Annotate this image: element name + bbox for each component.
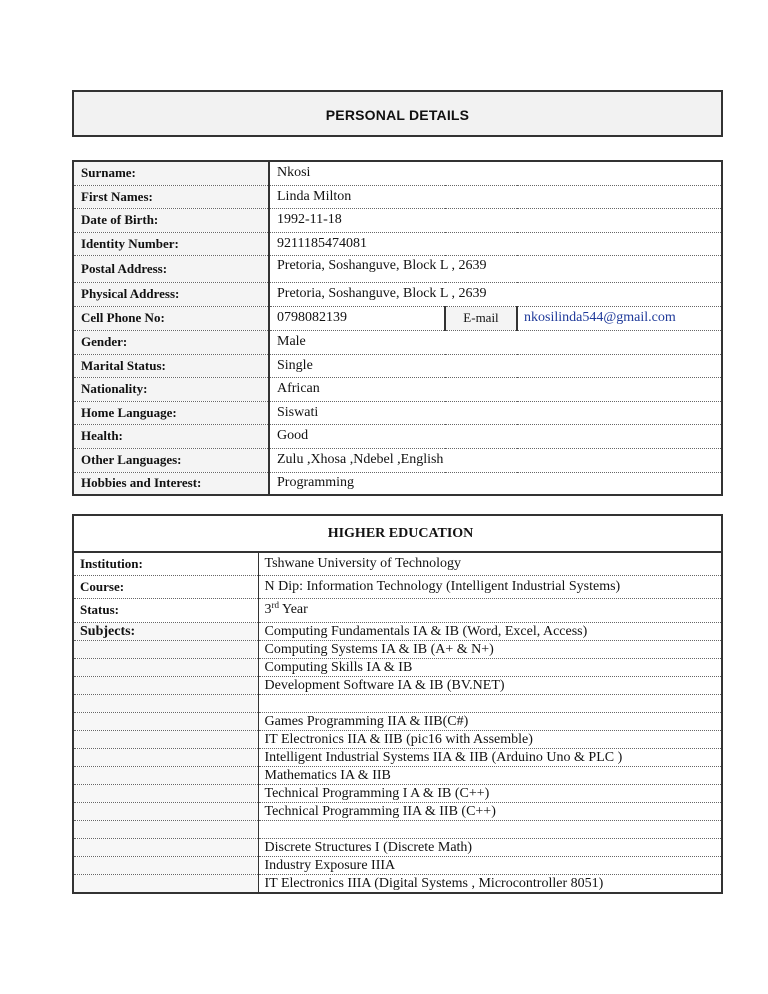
subject-row	[73, 730, 722, 748]
subject-row	[73, 838, 722, 856]
email-link[interactable]: nkosilinda544@gmail.com	[524, 310, 676, 325]
personal-field-value: Pretoria, Soshanguve, Block L , 2639	[277, 257, 487, 273]
personal-field-label: Gender:	[73, 330, 269, 354]
subject-label-cell	[73, 874, 258, 893]
subject-item: Technical Programming I A & IB (C++)	[264, 785, 490, 801]
personal-field-label: Other Languages:	[73, 448, 269, 472]
personal-field-label: Cell Phone No:	[73, 306, 269, 330]
personal-row	[73, 208, 722, 232]
subject-row	[73, 856, 722, 874]
personal-details-title: PERSONAL DETAILS	[325, 107, 470, 123]
subject-label-cell	[73, 784, 258, 802]
personal-field-label: Health:	[73, 424, 269, 448]
course-label: Course:	[73, 575, 258, 598]
personal-row	[73, 306, 722, 330]
subject-item: Technical Programming IIA & IIB (C++)	[264, 803, 496, 819]
subject-label-cell	[73, 838, 258, 856]
subject-row	[73, 658, 722, 676]
status-suffix: rd	[271, 600, 279, 610]
personal-field-value: Pretoria, Soshanguve, Block L , 2639	[277, 286, 487, 301]
personal-field-value: 0798082139	[277, 310, 347, 325]
personal-field-value: 1992-11-18	[277, 212, 342, 227]
personal-field-label: Date of Birth:	[73, 208, 269, 232]
subject-item: IT Electronics IIIA (Digital Systems , Microcontroller 8051)	[264, 875, 604, 891]
personal-field-label: Postal Address:	[73, 255, 269, 282]
subject-item: Computing Fundamentals IA & IB (Word, Excel, Access)	[264, 623, 588, 639]
subject-item: Computing Systems IA & IB (A+ & N+)	[264, 641, 494, 657]
subject-item	[258, 820, 722, 838]
status-row	[73, 598, 722, 622]
higher-education-table	[72, 514, 723, 894]
personal-field-label: First Names:	[73, 185, 269, 208]
personal-row	[73, 401, 722, 424]
subject-label-cell	[73, 640, 258, 658]
personal-field-value: Siswati	[277, 404, 319, 420]
subject-item: IT Electronics IIA & IIB (pic16 with Assemble)	[264, 731, 533, 747]
personal-row	[73, 354, 722, 377]
subject-row	[73, 748, 722, 766]
personal-field-value: Male	[277, 334, 306, 349]
personal-field-label: Identity Number:	[73, 232, 269, 255]
subject-item: Discrete Structures I (Discrete Math)	[264, 839, 473, 855]
personal-field-label: Nationality:	[73, 377, 269, 401]
personal-field-label: Physical Address:	[73, 282, 269, 306]
personal-row	[73, 255, 722, 282]
personal-row	[73, 161, 722, 185]
personal-field-value: Nkosi	[277, 165, 311, 181]
status-word: Year	[279, 602, 308, 617]
subject-label-cell	[73, 658, 258, 676]
personal-field-value: Zulu ,Xhosa ,Ndebel ,English	[277, 452, 444, 467]
subject-label-cell	[73, 712, 258, 730]
email-label: E-mail	[445, 306, 517, 330]
personal-field-value: Linda Milton	[277, 188, 352, 204]
subject-label-cell	[73, 748, 258, 766]
subject-row	[73, 784, 722, 802]
personal-row	[73, 330, 722, 354]
subject-row	[73, 640, 722, 658]
subject-row	[73, 820, 722, 838]
subject-item	[258, 694, 722, 712]
personal-row	[73, 232, 722, 255]
institution-row	[73, 552, 722, 575]
personal-details-table	[72, 160, 723, 496]
higher-education-header-row	[73, 515, 722, 552]
subject-row	[73, 694, 722, 712]
status-label: Status:	[73, 598, 258, 622]
personal-row	[73, 282, 722, 306]
subject-row	[73, 874, 722, 893]
course-value: N Dip: Information Technology (Intelligent Industrial Systems)	[264, 578, 621, 594]
subject-item: Intelligent Industrial Systems IIA & IIB (Arduino Uno & PLC )	[264, 749, 623, 765]
subject-label-cell	[73, 676, 258, 694]
personal-row	[73, 472, 722, 495]
course-row	[73, 575, 722, 598]
subject-item: Industry Exposure IIIA	[264, 857, 396, 873]
subject-label-cell	[73, 802, 258, 820]
institution-value: Tshwane University of Technology	[264, 555, 461, 571]
subject-label-cell	[73, 820, 258, 838]
personal-row	[73, 185, 722, 208]
status-value	[258, 598, 722, 622]
personal-field-value: Programming	[277, 475, 354, 491]
subject-item: Mathematics IA & IIB	[264, 767, 391, 783]
personal-field-label: Marital Status:	[73, 354, 269, 377]
personal-field-label: Hobbies and Interest:	[73, 472, 269, 495]
subject-label-cell	[73, 694, 258, 712]
subject-label-cell	[73, 730, 258, 748]
subject-row	[73, 802, 722, 820]
subjects-label: Subjects:	[73, 622, 258, 640]
subject-row	[73, 766, 722, 784]
personal-field-value: Good	[277, 428, 309, 443]
personal-field-label: Home Language:	[73, 401, 269, 424]
personal-row	[73, 377, 722, 401]
higher-education-title: HIGHER EDUCATION	[73, 515, 722, 552]
subject-label-cell	[73, 766, 258, 784]
personal-field-value: African	[277, 381, 320, 396]
personal-field-label: Surname:	[73, 161, 269, 185]
subject-item: Development Software IA & IB (BV.NET)	[264, 677, 505, 693]
subject-row	[73, 622, 722, 640]
personal-details-header	[72, 90, 723, 137]
personal-field-value: 9211185474081	[277, 235, 367, 251]
personal-field-value: Single	[277, 357, 313, 373]
subject-label-cell	[73, 856, 258, 874]
institution-label: Institution:	[73, 552, 258, 575]
subject-item: Games Programming IIA & IIB(C#)	[264, 713, 469, 729]
personal-row	[73, 448, 722, 472]
subject-row	[73, 676, 722, 694]
status-number: 3	[264, 602, 272, 617]
subject-item: Computing Skills IA & IB	[264, 659, 413, 675]
subject-row	[73, 712, 722, 730]
personal-row	[73, 424, 722, 448]
